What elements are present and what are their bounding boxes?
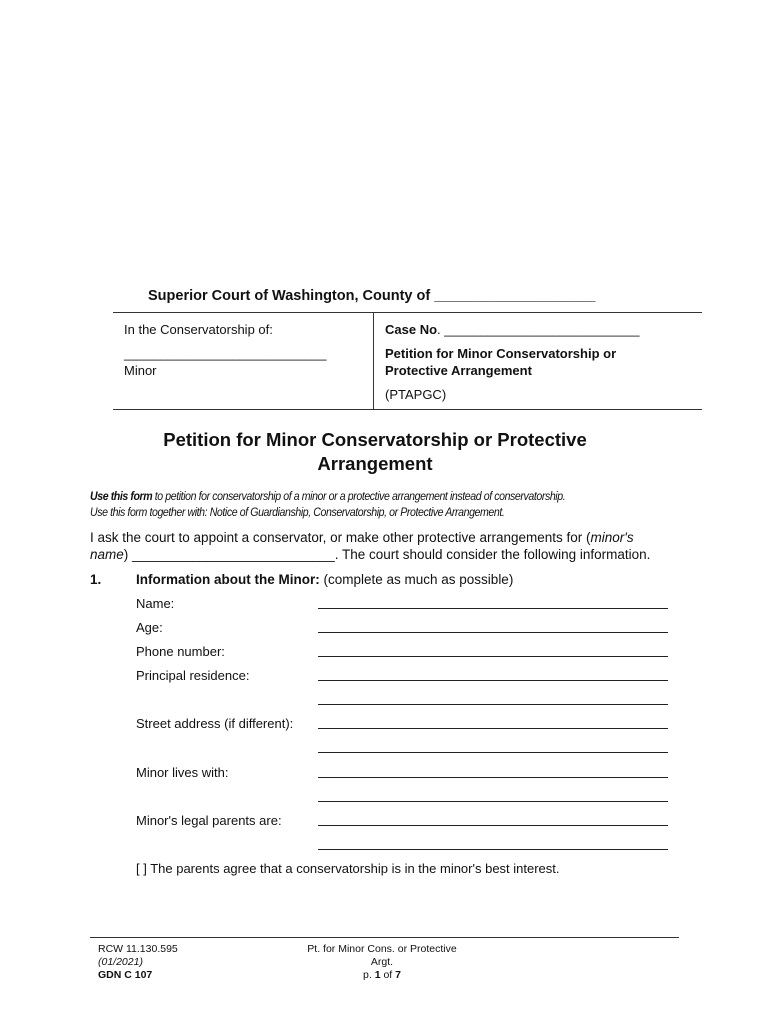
footer-page-prefix: p. [363, 969, 375, 981]
caption-divider [373, 312, 374, 410]
court-heading: Superior Court of Washington, County of ____________________ [148, 288, 596, 304]
minor-name-blank[interactable]: ____________________________ [124, 346, 327, 361]
caption-bottom-rule [113, 409, 702, 410]
footer-date: (01/2021) [98, 956, 143, 968]
instructions-line-2: Use this form together with: Notice of Guardianship, Conservatorship, or Protective Arrangement. [90, 507, 505, 519]
street-address-input-line-2[interactable] [318, 752, 668, 753]
intro-line-1 [90, 530, 634, 545]
page-title-line-1: Petition for Minor Conservatorship or Protective [163, 429, 587, 450]
footer-page-of: of [380, 969, 396, 981]
page-title [60, 428, 690, 476]
parents-agree-checkbox[interactable]: [ ] The parents agree that a conservatorship is in the minor's best interest. [136, 861, 560, 876]
intro-minors-italic: minor's [590, 530, 634, 545]
caption-doc-title-1: Petition for Minor Conservatorship or [385, 346, 617, 361]
phone-input[interactable] [318, 656, 668, 657]
lives-with-label: Minor lives with: [136, 765, 229, 780]
section-1-note: (complete as much as possible) [319, 572, 514, 587]
footer-page-current: 1 [374, 969, 381, 981]
instructions-bold: Use this form [90, 491, 153, 503]
legal-parents-label: Minor's legal parents are: [136, 813, 282, 828]
lives-with-input-line-1[interactable] [318, 777, 668, 778]
section-1-number: 1. [90, 572, 102, 587]
case-number-label: Case No [385, 322, 438, 337]
age-label: Age: [136, 620, 163, 635]
intro-line-2 [90, 547, 650, 562]
residence-input-line-1[interactable] [318, 680, 668, 681]
footer-short-title-2: Argt. [370, 956, 394, 968]
instructions-line-1-text: to petition for conservatorship of a minor or a protective arrangement instead of conservatorship. [152, 491, 566, 503]
footer-form-id: GDN C 107 [98, 969, 153, 981]
minor-role-label: Minor [124, 363, 157, 378]
footer-page-total: 7 [395, 969, 401, 981]
legal-parents-input-line-2[interactable] [318, 849, 668, 850]
name-label: Name: [136, 596, 175, 611]
caption-doc-title-2: Protective Arrangement [385, 363, 532, 378]
name-input[interactable] [318, 608, 668, 609]
footer-rule [90, 937, 679, 938]
intro-name-italic: name [90, 547, 124, 562]
lives-with-input-line-2[interactable] [318, 801, 668, 802]
street-address-label: Street address (if different): [136, 716, 294, 731]
residence-input-line-2[interactable] [318, 704, 668, 705]
caption-doc-code: (PTAPGC) [385, 387, 447, 402]
footer-left [98, 943, 178, 982]
phone-label: Phone number: [136, 644, 225, 659]
instructions-line-1 [90, 491, 565, 503]
age-input[interactable] [318, 632, 668, 633]
case-number-field[interactable] [385, 322, 639, 337]
intro-line-2-text: ) ___________________________. The court should consider the following information. [123, 547, 651, 562]
section-1-heading [136, 572, 513, 587]
intro-line-1-text: I ask the court to appoint a conservator, or make other protective arrangements for ( [90, 530, 591, 545]
footer-short-title-1: Pt. for Minor Cons. or Protective [307, 943, 457, 955]
page-title-line-2: Arrangement [317, 453, 433, 474]
caption-top-rule [113, 312, 702, 313]
section-1-heading-text: Information about the Minor: [136, 572, 320, 587]
footer-center [260, 943, 504, 982]
case-number-blank: . ___________________________ [437, 322, 640, 337]
legal-parents-input-line-1[interactable] [318, 825, 668, 826]
footer-rcw: RCW 11.130.595 [98, 943, 178, 955]
street-address-input-line-1[interactable] [318, 728, 668, 729]
residence-label: Principal residence: [136, 668, 250, 683]
conservatorship-label: In the Conservatorship of: [124, 322, 273, 337]
footer-page-number [260, 969, 504, 982]
